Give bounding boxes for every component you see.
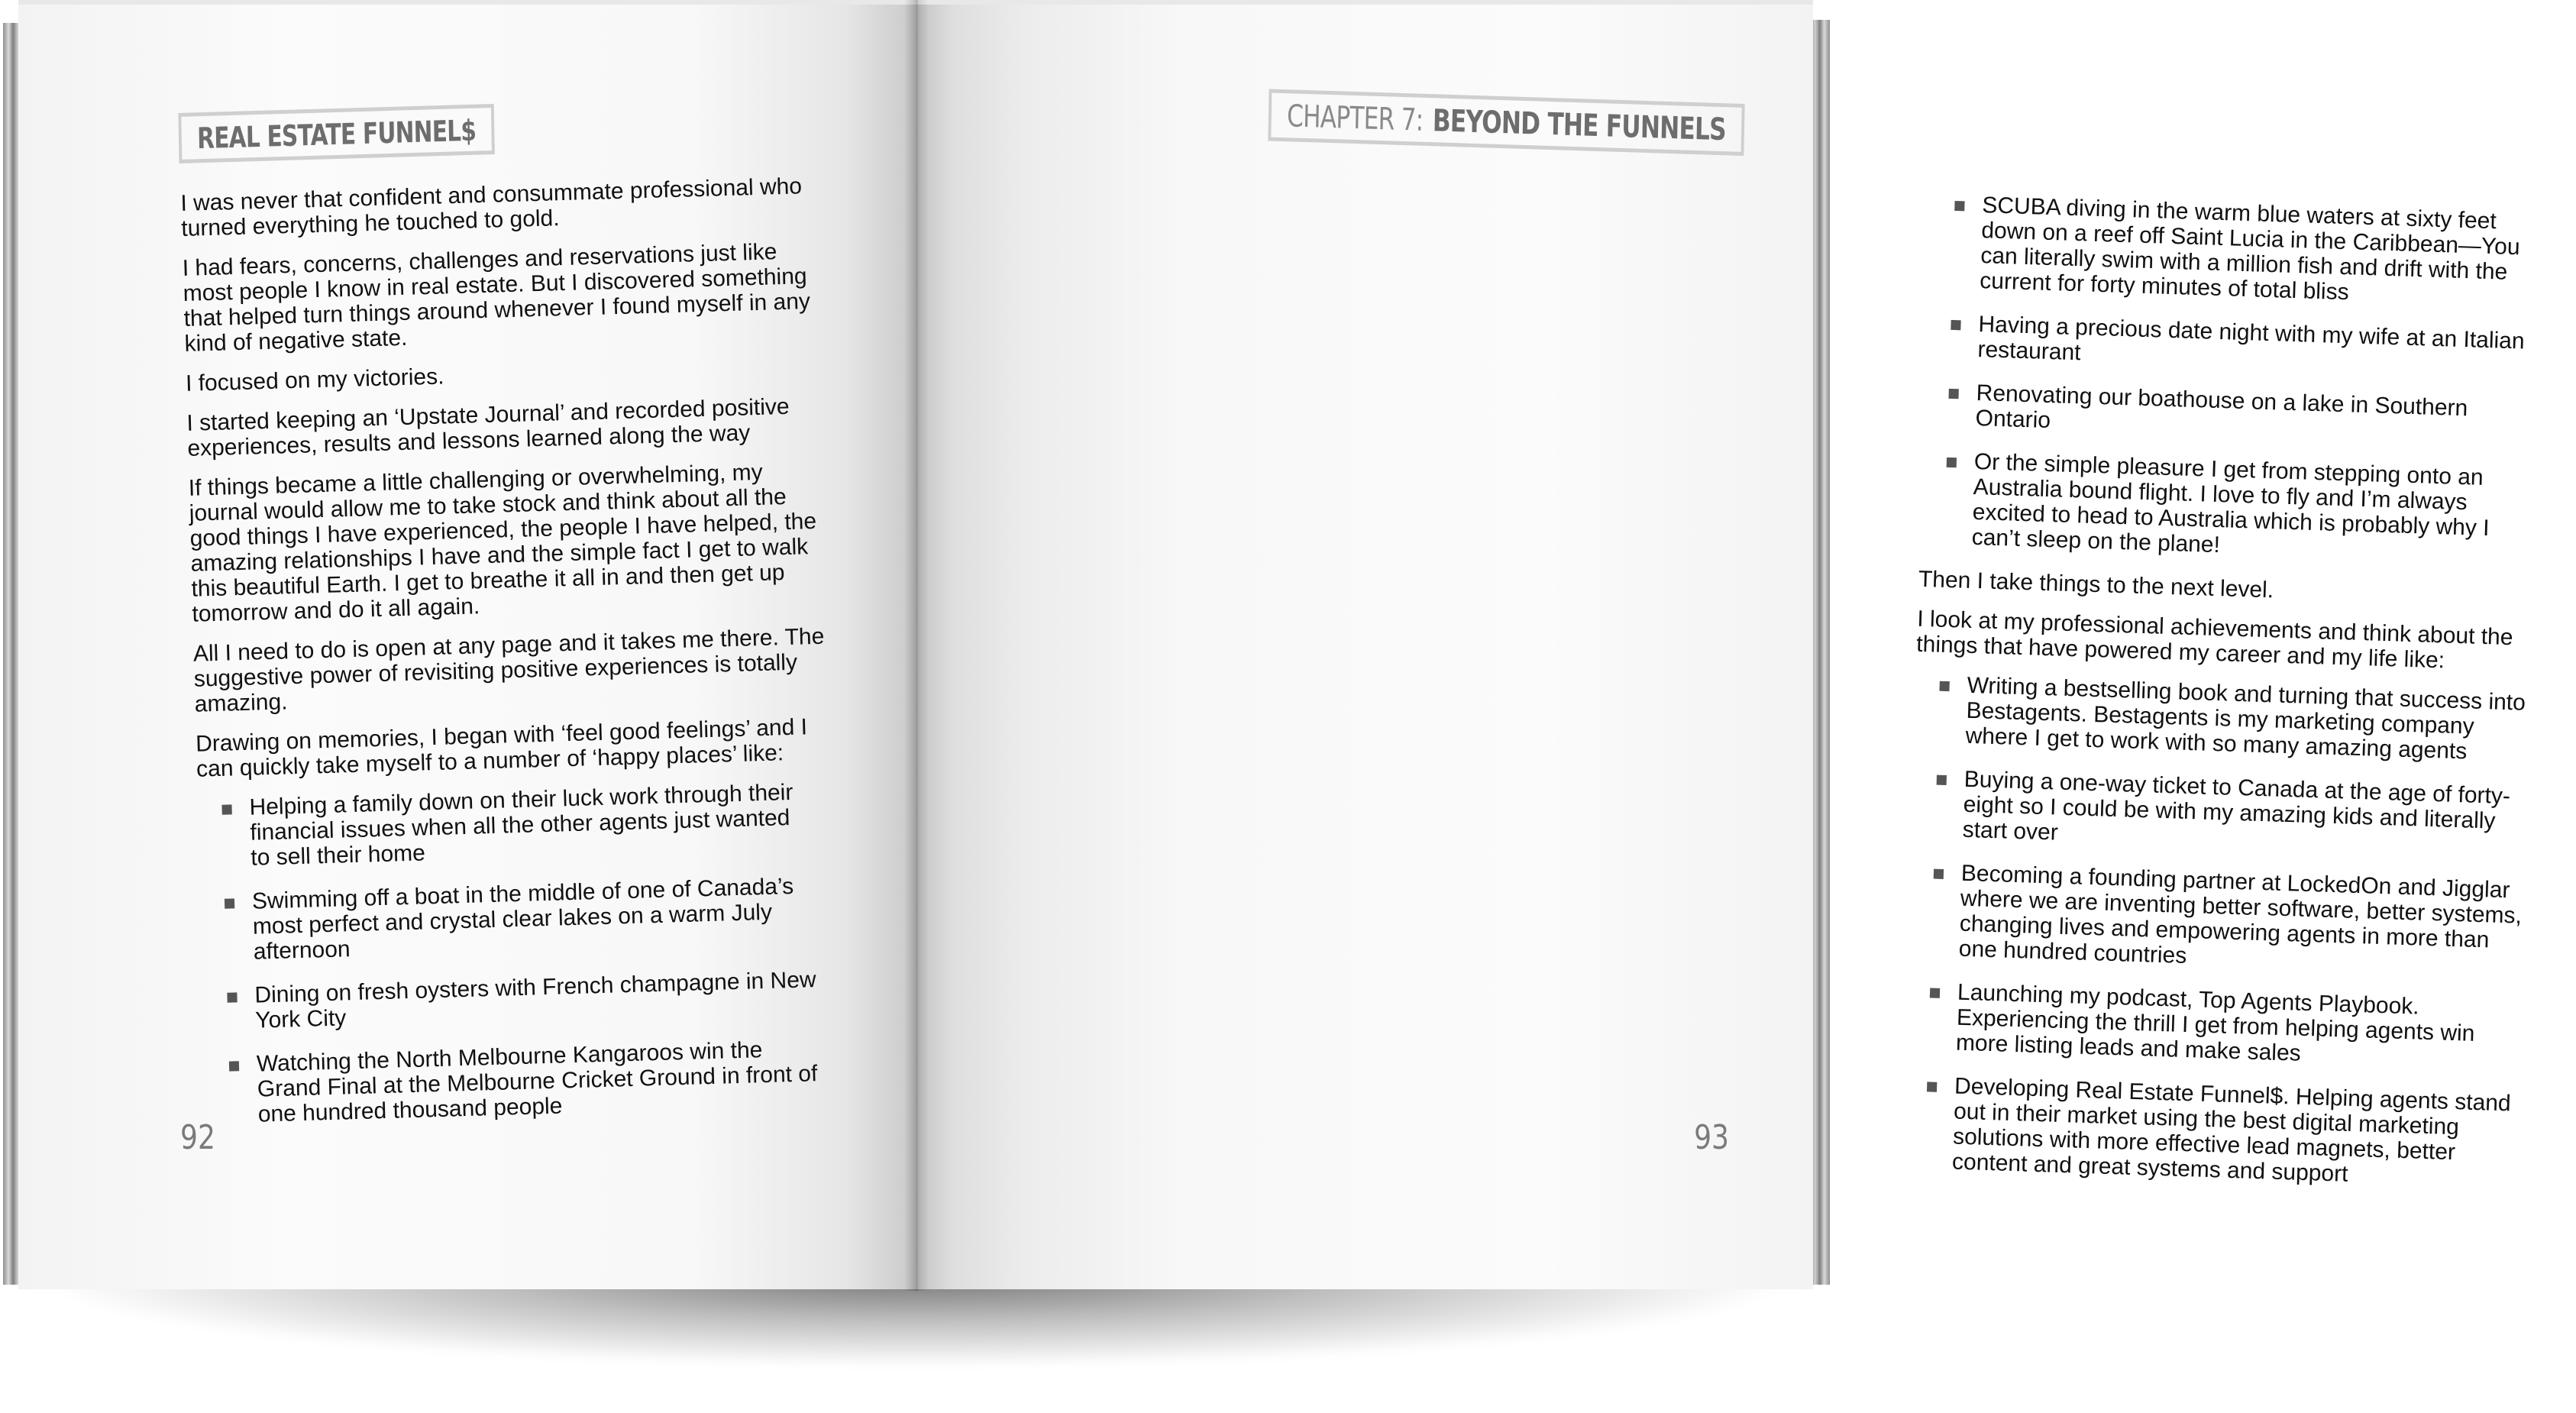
square-bullet-icon	[221, 804, 231, 814]
square-bullet-icon	[225, 898, 234, 908]
paragraph: I focused on my victories.	[185, 364, 444, 396]
left-page-number: 92	[180, 1118, 215, 1157]
list-item	[197, 778, 844, 872]
list-item	[1900, 1072, 2549, 1192]
right-page-number: 93	[1694, 1118, 1729, 1157]
list-item	[200, 872, 847, 966]
right-page	[916, 0, 2526, 1289]
list-item	[1904, 978, 2552, 1073]
list-item	[1906, 859, 2555, 980]
square-bullet-icon	[227, 992, 237, 1002]
left-running-head: REAL ESTATE FUNNEL$	[178, 104, 494, 163]
list-item	[205, 1035, 852, 1129]
list-item	[1910, 765, 2558, 861]
list-item-text: Becoming a founding partner at LockedOn and Jigglar where we are inventing better software, better systems, changing lives and empowering agents in more than one hundred countries	[1958, 860, 2523, 969]
list-item	[1923, 379, 2570, 450]
square-bullet-icon	[1947, 458, 1957, 467]
right-page-stack-edge	[1812, 20, 1830, 1285]
square-bullet-icon	[1927, 1082, 1937, 1091]
paragraph: All I need to do is open at any page and it takes me there. The suggestive power of revisiting positive experiences is totally amazing.	[192, 623, 825, 717]
list-item-text: Watching the North Melbourne Kangaroos win the Grand Final at the Melbourne Cricket Ground in front of one hundred thousand people	[256, 1037, 818, 1127]
list-item	[1919, 448, 2568, 568]
list-item-text: Launching my podcast, Top Agents Playbook. Experiencing the thrill I get from helping agents win more listing leads and make sales	[1955, 979, 2475, 1066]
list-item-text: Buying a one-way ticket to Canada at the age of forty-eight so I could be with my amazing kids and literally start over	[1962, 766, 2511, 846]
list-item-text: Renovating our boathouse on a lake in Southern Ontario	[1975, 380, 2468, 434]
list-item	[1913, 671, 2561, 767]
list-item-text: Having a precious date night with my wife at an Italian restaurant	[1976, 312, 2526, 366]
square-bullet-icon	[1948, 389, 1958, 399]
right-running-head	[1268, 89, 1744, 156]
square-bullet-icon	[1951, 320, 1960, 330]
right-page-body	[1899, 191, 2576, 1211]
paragraph: Drawing on memories, I began with ‘feel good feelings’ and I can quickly take myself to a number of ‘happy places’ like:	[195, 714, 808, 782]
square-bullet-icon	[229, 1061, 239, 1071]
list-item-text: Dining on fresh oysters with French champagne in New York City	[254, 967, 816, 1033]
left-page	[18, 0, 916, 1289]
paragraph: I was never that confident and consummate professional who turned everything he touched to gold.	[180, 173, 803, 241]
paragraph: I look at my professional achievements and think about the things that have powered my career and my life like:	[1915, 606, 2513, 674]
list-item	[1925, 310, 2572, 381]
paragraph: Then I take things to the next level.	[1918, 566, 2274, 603]
personal-moments-list	[1919, 191, 2575, 568]
paragraph: I started keeping an ‘Upstate Journal’ and recorded positive experiences, results and lessons learned along the way	[186, 393, 790, 461]
chapter-title: BEYOND THE FUNNELS	[1432, 103, 1727, 148]
list-item	[202, 966, 849, 1035]
square-bullet-icon	[1930, 988, 1940, 998]
list-item-text: Helping a family down on their luck work through their financial issues when all the other agents just wanted to sell their home	[249, 779, 793, 871]
square-bullet-icon	[1934, 869, 1944, 879]
square-bullet-icon	[1939, 681, 1949, 691]
paragraph: I had fears, concerns, challenges and reservations just like most people I know in real estate. But I discovered something that helped turn things around whenever I found myself in any kind of negative state.	[182, 239, 811, 357]
list-item-text: Developing Real Estate Funnel$. Helping agents stand out in their market using the best digital marketing solutions with more effective lead magnets, better content and great systems and support	[1951, 1073, 2512, 1187]
list-item	[1928, 191, 2576, 312]
achievements-list	[1900, 671, 2561, 1193]
chapter-number: CHAPTER 7:	[1286, 99, 1424, 138]
book-gutter-shadow	[904, 0, 929, 1291]
square-bullet-icon	[1937, 775, 1947, 785]
paragraph: If things became a little challenging or overwhelming, my journal would allow me to take stock and think about all the good things I have experienced, the people I have helped, the amazing relationships I have and the simple fact I get to walk this beautiful Earth. I get to breathe it all in and then get up tomorrow and do it all again.	[188, 459, 817, 627]
list-item-text: Writing a bestselling book and turning that success into Bestagents. Bestagents is my marketing company where I get to work with so many amazing agents	[1965, 672, 2526, 765]
list-item-text: Or the simple pleasure I get from stepping onto an Australia bound flight. I love to fly and I’m always excited to head to Australia which is probably why I can’t sleep on the plane!	[1971, 448, 2490, 558]
square-bullet-icon	[1954, 201, 1964, 211]
list-item-text: Swimming off a boat in the middle of one of Canada’s most perfect and crystal clear lakes on a warm July afternoon	[251, 873, 794, 965]
list-item-text: SCUBA diving in the warm blue waters at sixty feet down on a reef off Saint Lucia in the Caribbean—You can literally swim with a million fish and drift with the current for forty minutes of total bliss	[1979, 192, 2521, 306]
left-page-body	[180, 173, 852, 1146]
happy-places-list	[197, 778, 852, 1128]
